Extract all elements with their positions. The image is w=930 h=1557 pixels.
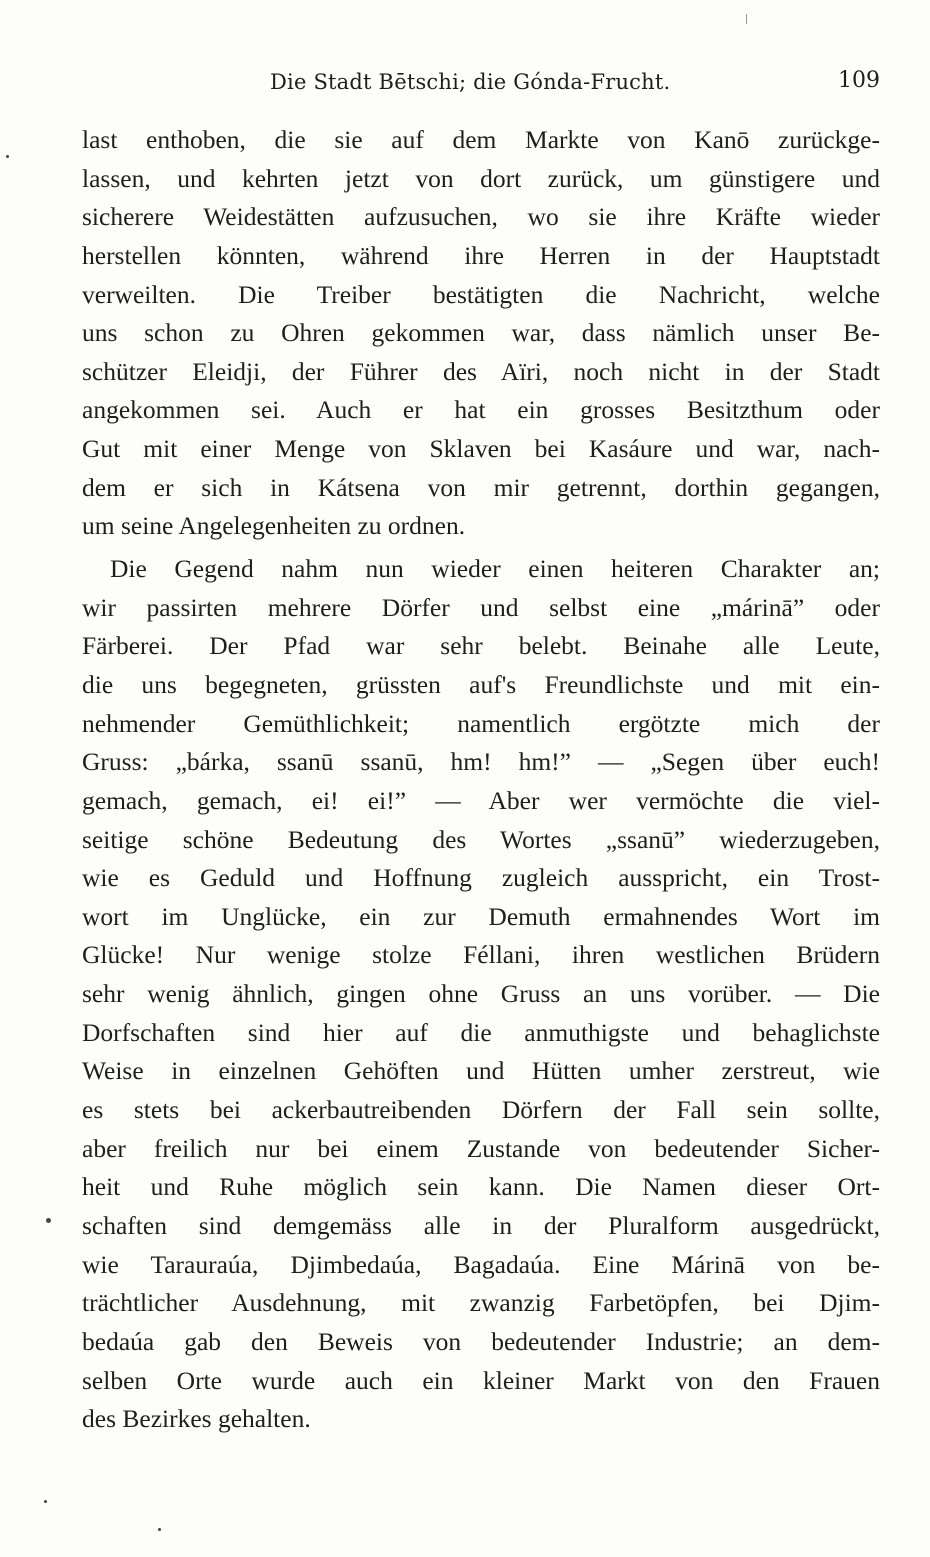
scan-speck [6, 155, 9, 158]
text-line: Gut mit einer Menge von Sklaven bei Kasáure und war, nach- [82, 434, 880, 464]
text-line: verweilten. Die Treiber bestätigten die Nachricht, welche [82, 279, 880, 309]
text-line: Färberei. Der Pfad war sehr belebt. Beinahe alle Leute, [82, 631, 880, 661]
text-line: wort im Unglücke, ein zur Demuth ermahnendes Wort im [82, 901, 880, 931]
text-line: trächtlicher Ausdehnung, mit zwanzig Farbetöpfen, bei Djim- [82, 1288, 880, 1318]
text-line: angekommen sei. Auch er hat ein grosses Besitzthum oder [82, 395, 880, 425]
text-line: Gruss: „bárka, ssanū ssanū, hm! hm!” — „Segen über euch! [82, 747, 880, 777]
text-line: seitige schöne Bedeutung des Wortes „ssanū” wiederzugeben, [82, 824, 880, 854]
text-line: schaften sind demgemäss alle in der Pluralform ausgedrückt, [82, 1210, 880, 1240]
text-line: herstellen könnten, während ihre Herren in der Hauptstadt [82, 240, 880, 270]
scan-speck [44, 1500, 47, 1503]
text-line: wie Tarauraúa, Djimbedaúa, Bagadaúa. Eine Márinā von be- [82, 1249, 880, 1279]
text-line: Die Gegend nahm nun wieder einen heiteren Charakter an; [110, 554, 880, 584]
text-line: gemach, gemach, ei! ei!” — Aber wer vermöchte die viel- [82, 785, 880, 815]
text-line: um seine Angelegenheiten zu ordnen. [82, 511, 466, 541]
text-line: nehmender Gemüthlichkeit; namentlich ergötzte mich der [82, 708, 880, 738]
text-line: last enthoben, die sie auf dem Markte von Kanō zurückge- [82, 125, 880, 154]
running-header: Die Stadt Bētschi; die Gónda-Frucht. [270, 70, 671, 94]
text-line: wie es Geduld und Hoffnung zugleich ausspricht, ein Trost- [82, 863, 880, 893]
scan-speck [46, 1218, 51, 1223]
page-number: 109 [838, 68, 880, 93]
text-line: die uns begegneten, grüssten auf's Freundlichste und mit ein- [82, 669, 880, 699]
text-line: des Bezirkes gehalten. [82, 1404, 311, 1434]
paragraph-1 [82, 121, 880, 546]
text-line: Glücke! Nur wenige stolze Féllani, ihren westlichen Brüdern [82, 940, 880, 970]
text-line: uns schon zu Ohren gekommen war, dass nämlich unser Be- [82, 318, 880, 348]
scan-speck [746, 14, 747, 24]
text-line: es stets bei ackerbautreibenden Dörfern der Fall sein sollte, [82, 1095, 880, 1125]
text-line: dem er sich in Kátsena von mir getrennt, dorthin gegangen, [82, 472, 880, 502]
scan-speck [158, 1528, 161, 1531]
text-line: schützer Eleidji, der Führer des Aïri, noch nicht in der Stadt [82, 356, 880, 386]
body-text [82, 121, 880, 1439]
text-line: sicherere Weidestätten aufzusuchen, wo sie ihre Kräfte wieder [82, 202, 880, 232]
text-line: Weise in einzelnen Gehöften und Hütten umher zerstreut, wie [82, 1056, 880, 1086]
paragraph-2 [82, 550, 880, 1439]
text-line: lassen, und kehrten jetzt von dort zurück, um günstigere und [82, 163, 880, 193]
text-line: heit und Ruhe möglich sein kann. Die Namen dieser Ort- [82, 1172, 880, 1202]
text-line: selben Orte wurde auch ein kleiner Markt von den Frauen [82, 1365, 880, 1395]
text-line: aber freilich nur bei einem Zustande von bedeutender Sicher- [82, 1133, 880, 1163]
text-line: sehr wenig ähnlich, gingen ohne Gruss an uns vorüber. — Die [82, 979, 880, 1009]
text-line: bedaúa gab den Beweis von bedeutender Industrie; an dem- [82, 1326, 880, 1356]
text-line: Dorfschaften sind hier auf die anmuthigste und behaglichste [82, 1017, 880, 1047]
text-line: wir passirten mehrere Dörfer und selbst eine „márinā” oder [82, 592, 880, 622]
